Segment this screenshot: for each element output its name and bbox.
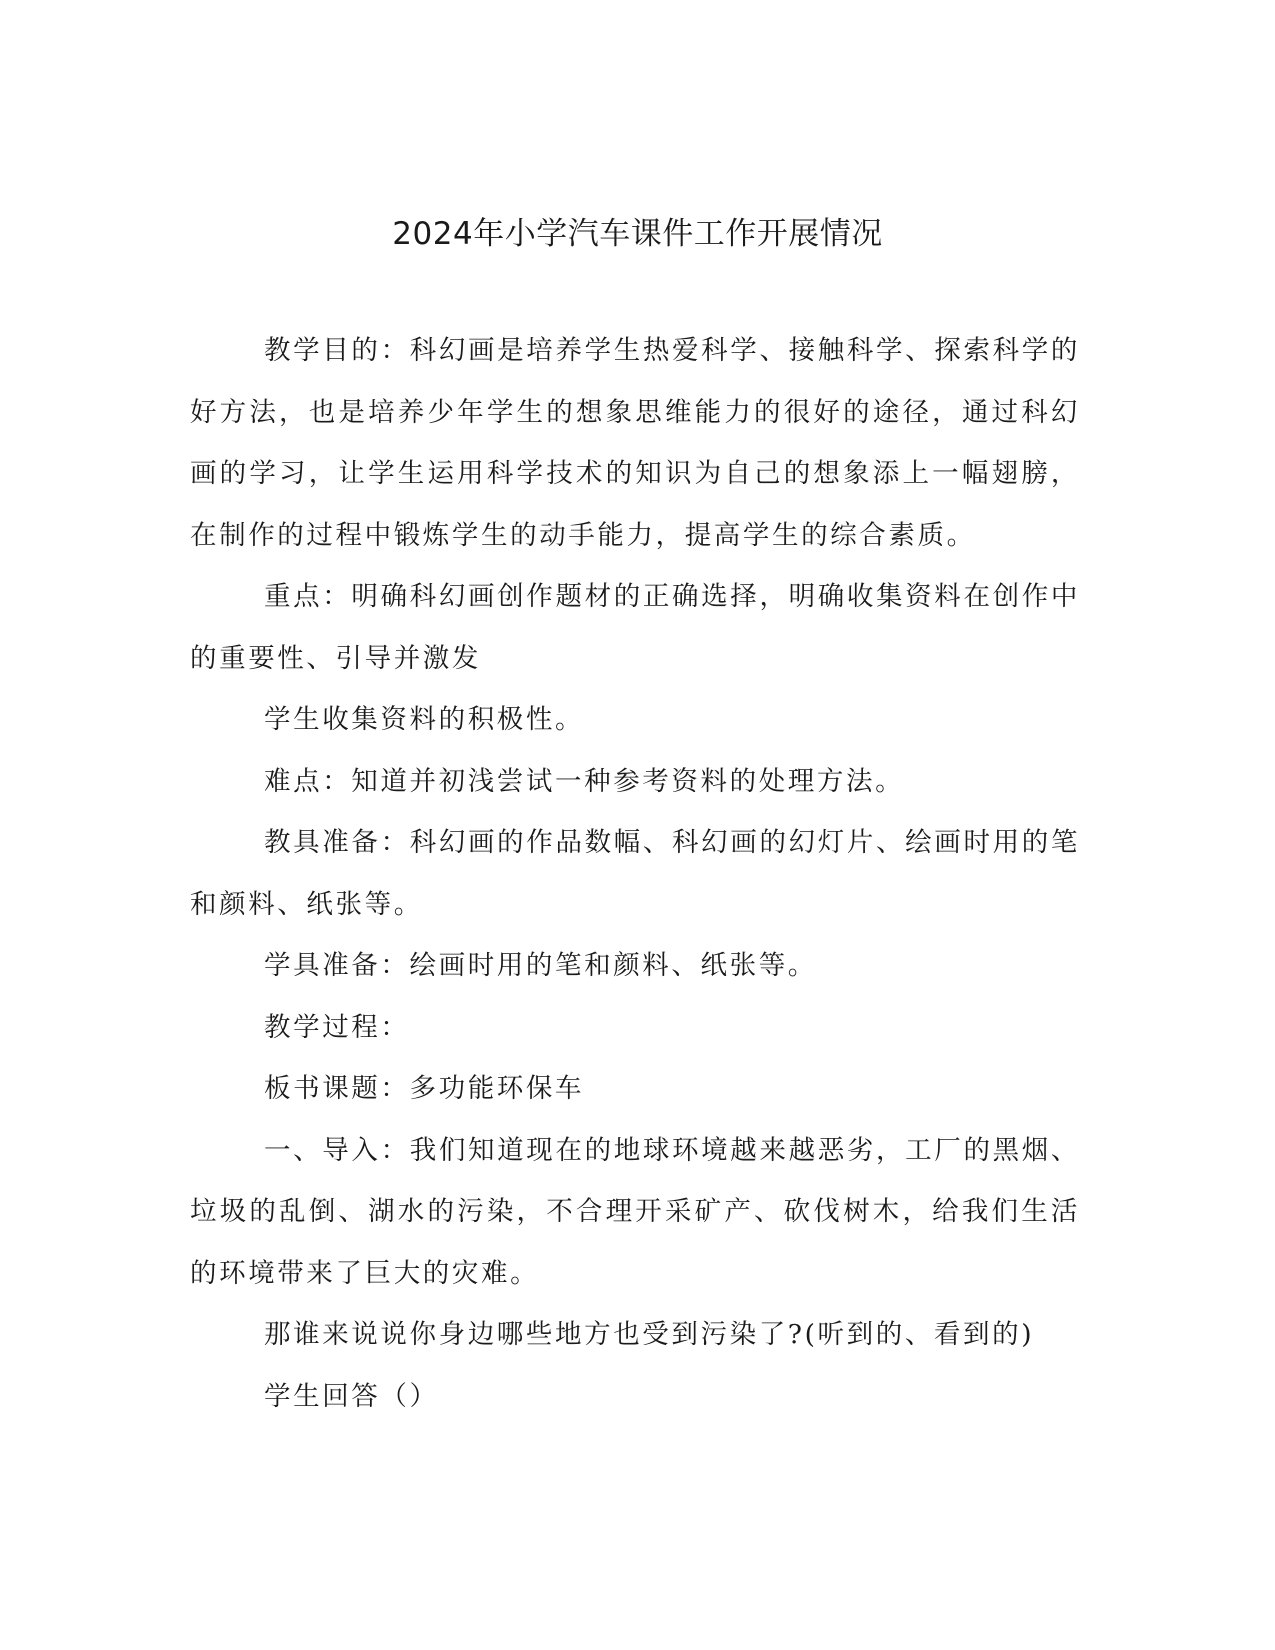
document-title: 2024年小学汽车课件工作开展情况 bbox=[392, 216, 883, 252]
paragraph-difficulties: 难点：知道并初浅尝试一种参考资料的处理方法。 bbox=[264, 765, 905, 797]
paragraph-teaching-aids: 教具准备：科幻画的作品数幅、科幻画的幻灯片、绘画时用的笔和颜料、纸张等。 bbox=[190, 827, 1080, 920]
paragraph-key-points: 重点：明确科幻画创作题材的正确选择，明确收集资料在创作中的重要性、引导并激发 bbox=[190, 581, 1080, 674]
paragraph-teaching-process: 教学过程： bbox=[264, 1011, 410, 1043]
document-body bbox=[190, 320, 1080, 1427]
paragraph-key-points-continued: 学生收集资料的积极性。 bbox=[264, 704, 585, 735]
paragraph-teaching-goal: 教学目的：科幻画是培养学生热爱科学、接触科学、探索科学的好方法，也是培养少年学生的想象思维能力的很好的途径，通过科幻画的学习，让学生运用科学技术的知识为自己的想象添上一幅翅膀，在制作的过程中锻炼学生的动手能力，提高学生的综合素质。 bbox=[190, 335, 1080, 551]
paragraph-question: 那谁来说说你身边哪些地方也受到污染了?(听到的、看到的) bbox=[264, 1319, 1035, 1350]
paragraph-lesson-topic: 板书课题：多功能环保车 bbox=[264, 1073, 585, 1104]
paragraph-student-answer: 学生回答（） bbox=[264, 1380, 439, 1412]
paragraph-introduction: 一、导入：我们知道现在的地球环境越来越恶劣，工厂的黑烟、垃圾的乱倒、湖水的污染，不合理开采矿产、砍伐树木，给我们生活的环境带来了巨大的灾难。 bbox=[190, 1134, 1080, 1289]
paragraph-student-materials: 学具准备：绘画时用的笔和颜料、纸张等。 bbox=[264, 950, 817, 981]
